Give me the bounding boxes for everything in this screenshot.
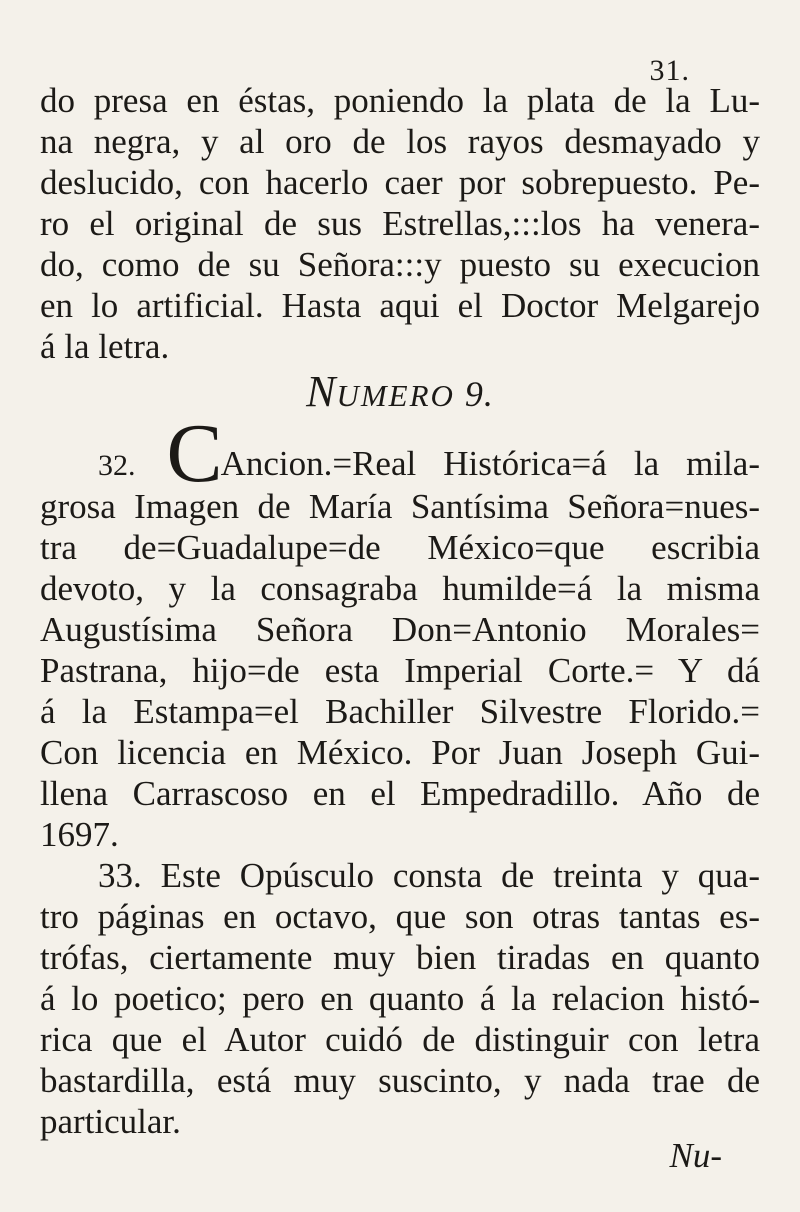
text-line: ro el original de sus Estrellas,:::los ha venera- bbox=[40, 204, 760, 243]
text-line: na negra, y al oro de los rayos desmayado y bbox=[40, 122, 760, 161]
text-line: Con licencia en México. Por Juan Joseph Gui- bbox=[40, 733, 760, 772]
paragraph-continuation bbox=[40, 80, 760, 367]
section-heading bbox=[40, 366, 760, 417]
text-line: en lo artificial. Hasta aqui el Doctor Melgarejo bbox=[40, 286, 760, 325]
first-line-text: Ancion.=Real Histórica=á la mila- bbox=[220, 444, 760, 483]
catchword: Nu- bbox=[669, 1136, 722, 1175]
text-line: do, como de su Señora:::y puesto su execucion bbox=[40, 245, 760, 284]
text-line: rica que el Autor cuidó de distinguir con letra bbox=[40, 1020, 760, 1059]
drop-cap-letter: C bbox=[166, 407, 223, 500]
entry-text bbox=[40, 407, 760, 1142]
entry-32 bbox=[40, 407, 760, 855]
text-line: á la letra. bbox=[40, 327, 170, 366]
text-line: devoto, y la consagraba humilde=á la misma bbox=[40, 569, 760, 608]
text-line: tro páginas en octavo, que son otras tantas es- bbox=[40, 897, 760, 936]
entry-32-first-line bbox=[40, 407, 760, 500]
text-line: Augustísima Señora Don=Antonio Morales= bbox=[40, 610, 760, 649]
text-line: deslucido, con hacerlo caer por sobrepuesto. Pe- bbox=[40, 163, 760, 202]
text-line: á lo poetico; pero en quanto á la relacion histó- bbox=[40, 979, 760, 1018]
heading-initial: N bbox=[306, 367, 337, 416]
text-line: do presa en éstas, poniendo la plata de la Lu- bbox=[40, 81, 760, 120]
page-number: 31. bbox=[649, 54, 690, 87]
text-line: tra de=Guadalupe=de México=que escribia bbox=[40, 528, 760, 567]
entry-number: 32. bbox=[98, 449, 136, 482]
text-line: 1697. bbox=[40, 815, 119, 854]
heading-number: 9. bbox=[464, 374, 494, 414]
text-line: llena Carrascoso en el Empedradillo. Año de bbox=[40, 774, 760, 813]
entry-33-first-line: 33. Este Opúsculo consta de treinta y qua- bbox=[98, 856, 760, 895]
heading-word: UMERO bbox=[336, 378, 455, 413]
entry-33 bbox=[40, 855, 760, 1142]
text-line: trófas, ciertamente muy bien tiradas en quanto bbox=[40, 938, 760, 977]
text-line: particular. bbox=[40, 1102, 181, 1141]
text-line: Pastrana, hijo=de esta Imperial Corte.= Y dá bbox=[40, 651, 760, 690]
text-line: bastardilla, está muy suscinto, y nada trae de bbox=[40, 1061, 760, 1100]
book-page bbox=[40, 40, 760, 1190]
text-line: á la Estampa=el Bachiller Silvestre Florido.= bbox=[40, 692, 760, 731]
text-line: grosa Imagen de María Santísima Señora=nues- bbox=[40, 487, 760, 526]
